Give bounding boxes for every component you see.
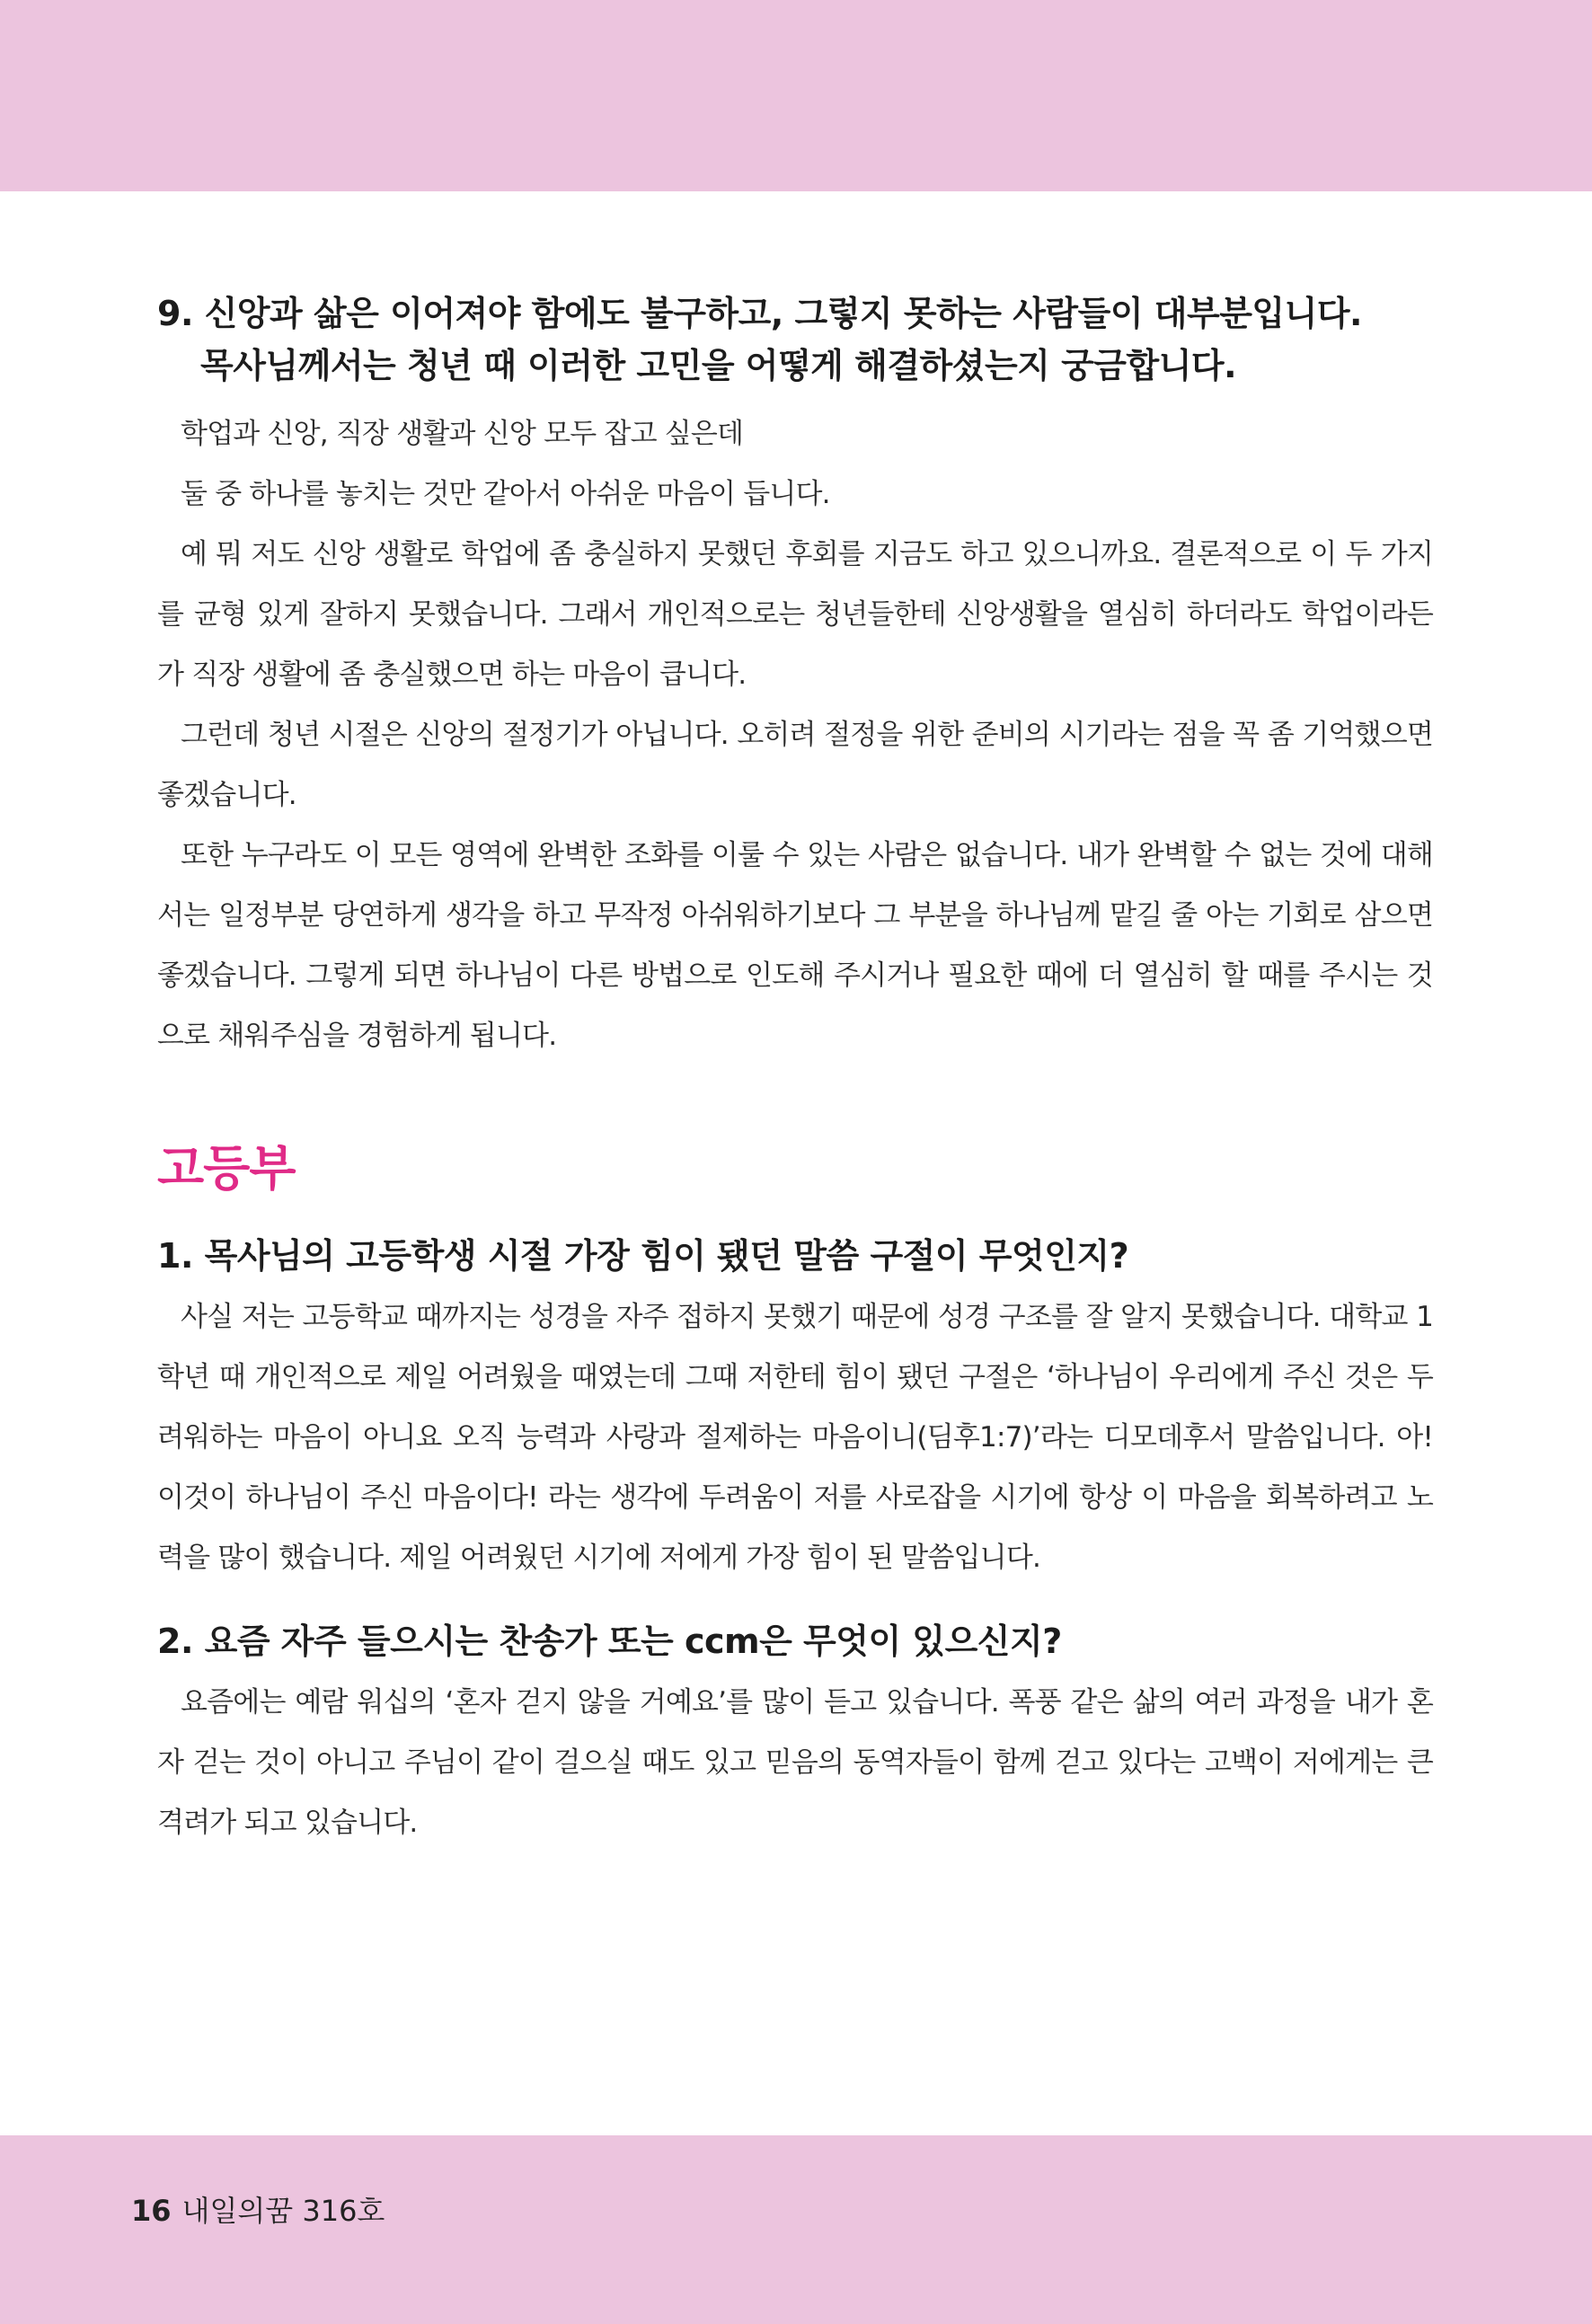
question-9-heading [157, 287, 1433, 392]
answer-1-paragraph: 사실 저는 고등학교 때까지는 성경을 자주 접하지 못했기 때문에 성경 구조를 잘 알지 못했습니다. 대학교 1학년 때 개인적으로 제일 어려웠을 때였는데 그때 저한테 힘이 됐던 구절은 ‘하나님이 우리에게 주신 것은 두려워하는 마음이 아니요 오직 능력과 사랑과 절제하는 마음이니(딤후1:7)’라는 디모데후서 말씀입니다. 아! 이것이 하나님이 주신 마음이다! 라는 생각에 두려움이 저를 사로잡을 시기에 항상 이 마음을 회복하려고 노력을 많이 했습니다. 제일 어려웠던 시기에 저에게 가장 힘이 된 말씀입니다. [157, 1301, 1433, 1574]
answer-9-paragraph-1: 학업과 신앙, 직장 생활과 신앙 모두 잡고 싶은데 [181, 418, 744, 450]
section-title: 고등부 [157, 1140, 296, 1197]
answer-2-paragraph: 요즘에는 예람 워십의 ‘혼자 걷지 않을 거예요’를 많이 듣고 있습니다. 폭풍 같은 삶의 여러 과정을 내가 혼자 걷는 것이 아니고 주님이 같이 걸으실 때도 있고 믿음의 동역자들이 함께 걷고 있다는 고백이 저에게는 큰 격려가 되고 있습니다. [157, 1686, 1433, 1839]
top-color-band [0, 0, 1592, 191]
question-9-line-1: 9. 신앙과 삶은 이어져야 함에도 불구하고, 그렇지 못하는 사람들이 대부분입니다. [157, 294, 1362, 333]
answer-9-paragraph-3: 예 뭐 저도 신앙 생활로 학업에 좀 충실하지 못했던 후회를 지금도 하고 있으니까요. 결론적으로 이 두 가지를 균형 있게 잘하지 못했습니다. 그래서 개인적으로는 청년들한테 신앙생활을 열심히 하더라도 학업이라든가 직장 생활에 좀 충실했으면 하는 마음이 큽니다. [157, 538, 1433, 691]
answer-9-paragraph-4: 그런데 청년 시절은 신앙의 절정기가 아닙니다. 오히려 절정을 위한 준비의 시기라는 점을 꼭 좀 기억했으면 좋겠습니다. [157, 719, 1433, 811]
question-1-heading: 1. 목사님의 고등학생 시절 가장 힘이 됐던 말씀 구절이 무엇인지? [157, 1236, 1129, 1276]
article-body [157, 287, 1433, 1853]
page-footer [131, 2188, 385, 2230]
publication-title: 내일의꿈 316호 [181, 2194, 385, 2228]
page-number: 16 [131, 2194, 172, 2228]
question-9-line-2: 목사님께서는 청년 때 이러한 고민을 어떻게 해결하셨는지 궁금합니다. [200, 346, 1237, 385]
answer-9-paragraph-5: 또한 누구라도 이 모든 영역에 완벽한 조화를 이룰 수 있는 사람은 없습니다. 내가 완벽할 수 없는 것에 대해서는 일정부분 당연하게 생각을 하고 무작정 아쉬워하기보다 그 부분을 하나님께 맡길 줄 아는 기회로 삼으면 좋겠습니다. 그렇게 되면 하나님이 다른 방법으로 인도해 주시거나 필요한 때에 더 열심히 할 때를 주시는 것으로 채워주심을 경험하게 됩니다. [157, 839, 1433, 1052]
question-2-heading: 2. 요즘 자주 들으시는 찬송가 또는 ccm은 무엇이 있으신지? [157, 1621, 1062, 1661]
answer-9-paragraph-2: 둘 중 하나를 놓치는 것만 같아서 아쉬운 마음이 듭니다. [181, 478, 830, 510]
bottom-color-band [0, 2135, 1592, 2324]
